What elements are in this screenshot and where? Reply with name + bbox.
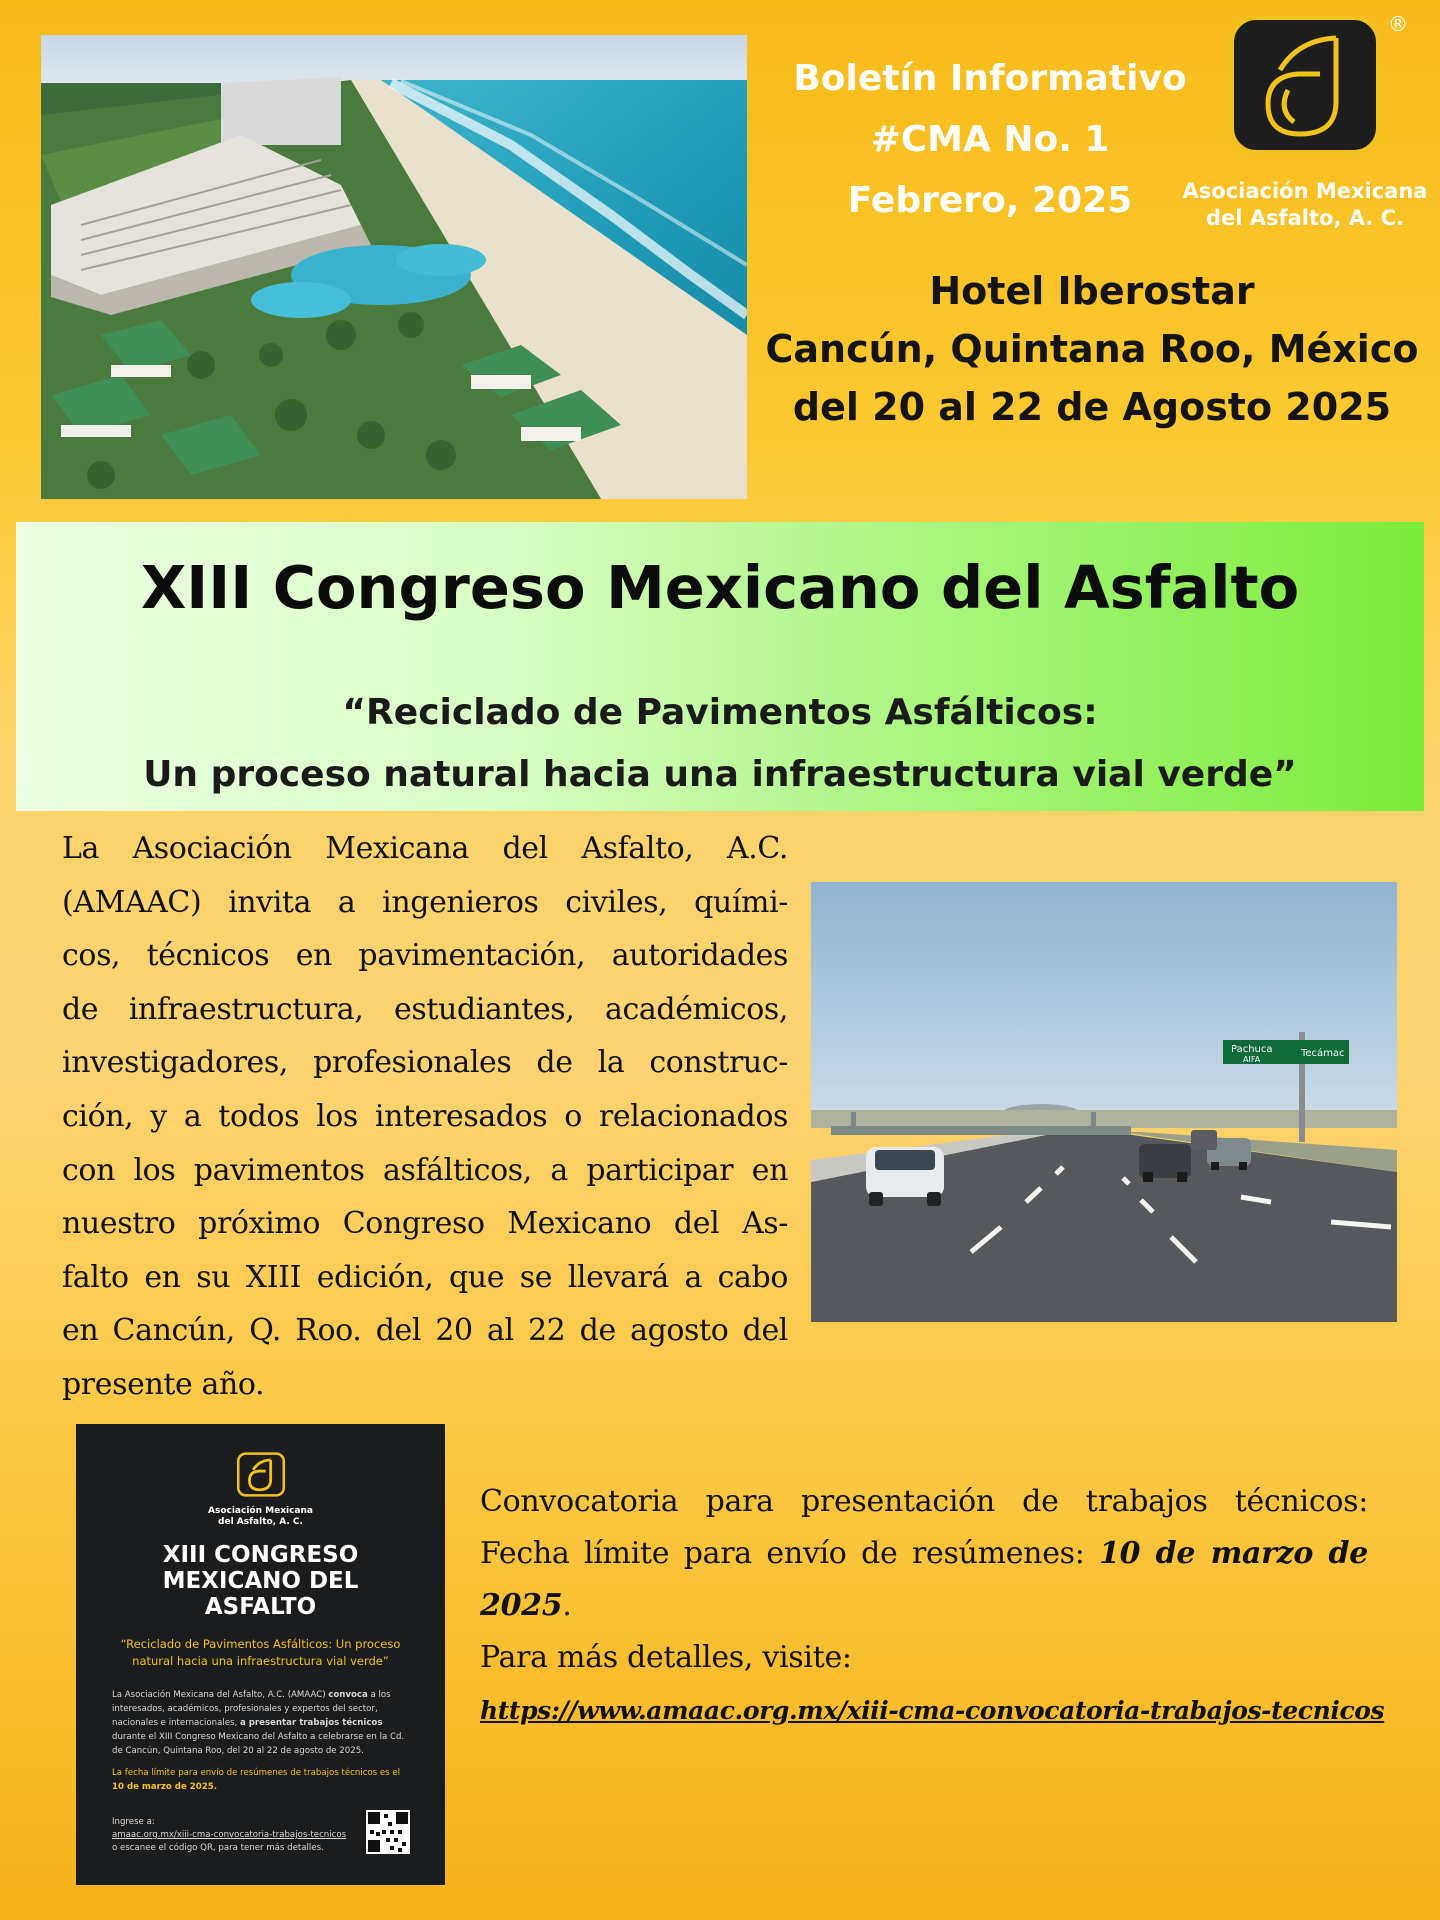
cfp-deadline-date: 10 de marzo de bbox=[1099, 1536, 1369, 1571]
intro-line: nuestro próximo Congreso Mexicano del As- bbox=[62, 1206, 788, 1242]
congress-theme bbox=[16, 682, 1424, 806]
venue-city: Cancún, Quintana Roo, México bbox=[765, 327, 1419, 371]
poster-title-line2: MEXICANO DEL bbox=[162, 1568, 359, 1594]
association-name-line1: Asociación Mexicana bbox=[1182, 179, 1428, 203]
call-for-papers bbox=[480, 1476, 1385, 1737]
poster-body-bold: convoca bbox=[328, 1690, 368, 1700]
registered-mark: ® bbox=[1388, 12, 1408, 36]
poster-title bbox=[76, 1542, 445, 1620]
association-name bbox=[1170, 178, 1440, 232]
bulletin-header bbox=[770, 48, 1210, 231]
resort-photo bbox=[41, 35, 747, 499]
highway-photo bbox=[811, 882, 1397, 1322]
poster-title-line3: ASFALTO bbox=[204, 1594, 317, 1620]
intro-line: falto en su XIII edición, que se llevará a cabo bbox=[62, 1259, 788, 1295]
intro-line: cos, técnicos en pavimentación, autoridades bbox=[62, 938, 788, 974]
poster-visit-label: Ingrese a: bbox=[112, 1817, 155, 1827]
venue-dates: del 20 al 22 de Agosto 2025 bbox=[792, 385, 1392, 429]
congress-theme-line2: Un proceso natural hacia una infraestructura vial verde” bbox=[143, 754, 1297, 795]
intro-line: con los pavimentos asfálticos, a participar en bbox=[62, 1152, 788, 1188]
poster-theme: “Reciclado de Pavimentos Asfálticos: Un proceso natural hacia una infraestructura vial verde” bbox=[120, 1637, 401, 1668]
poster-body-bold: a presentar trabajos técnicos bbox=[239, 1718, 383, 1728]
poster-body-text: durante el XIII Congreso Mexicano del Asfalto a celebrarse en la Cd. de Cancún, Quintana Roo, del 20 al 22 de agosto de 2025. bbox=[112, 1732, 405, 1756]
resort-illustration bbox=[41, 35, 747, 499]
call-poster bbox=[76, 1424, 445, 1885]
congress-theme-line1: “Reciclado de Pavimentos Asfálticos: bbox=[342, 692, 1098, 733]
association-name-line2: del Asfalto, A. C. bbox=[1205, 206, 1405, 230]
poster-logo-icon bbox=[237, 1452, 285, 1497]
cfp-url-link[interactable]: https://www.amaac.org.mx/xiii-cma-convocatoria-trabajos-tecnicos bbox=[480, 1696, 1385, 1725]
poster-body bbox=[112, 1688, 412, 1758]
bulletin-number: #CMA No. 1 bbox=[870, 119, 1110, 160]
cfp-deadline-year bbox=[480, 1580, 1368, 1632]
highway-sign-left: Pachuca bbox=[1231, 1044, 1273, 1055]
intro-paragraph bbox=[62, 822, 788, 1412]
intro-line: (AMAAC) invita a ingenieros civiles, quími- bbox=[62, 884, 788, 920]
poster-body-text: a los interesados, académicos, profesionales y expertos del sector, nacionales e internacionales, bbox=[112, 1690, 391, 1728]
intro-line: en Cancún, Q. Roo. del 20 al 22 de agosto del bbox=[62, 1313, 788, 1349]
congress-banner bbox=[16, 522, 1424, 811]
poster-deadline-date: 10 de marzo de 2025. bbox=[112, 1782, 217, 1792]
bulletin-title: Boletín Informativo bbox=[793, 58, 1187, 99]
venue-block bbox=[752, 262, 1432, 436]
venue-hotel: Hotel Iberostar bbox=[929, 269, 1255, 313]
highway-sign-left-sub: AIFA bbox=[1243, 1055, 1261, 1064]
bulletin-date: Febrero, 2025 bbox=[847, 180, 1133, 221]
poster-org bbox=[76, 1506, 445, 1528]
intro-line: La Asociación Mexicana del Asfalto, A.C. bbox=[62, 831, 788, 866]
cfp-deadline-label: Fecha límite para envío de resúmenes: bbox=[480, 1536, 1100, 1571]
cfp-deadline-year-text: 2025 bbox=[480, 1588, 563, 1623]
poster-org-line1: Asociación Mexicana bbox=[208, 1506, 313, 1516]
cfp-deadline-period: . bbox=[562, 1588, 572, 1623]
cfp-visit-label: Para más detalles, visite: bbox=[480, 1640, 852, 1675]
intro-line: investigadores, profesionales de la construc- bbox=[62, 1045, 788, 1081]
poster-body-text: La Asociación Mexicana del Asfalto, A.C. (AMAAC) bbox=[112, 1690, 329, 1700]
poster-visit bbox=[112, 1816, 362, 1855]
cfp-deadline-line bbox=[480, 1528, 1368, 1580]
cfp-heading: Convocatoria para presentación de trabajos técnicos: bbox=[480, 1484, 1368, 1519]
highway-illustration bbox=[811, 882, 1397, 1322]
congress-title: XIII Congreso Mexicano del Asfalto bbox=[140, 553, 1300, 622]
poster-deadline bbox=[112, 1766, 412, 1794]
poster-deadline-text: La fecha límite para envío de resúmenes de trabajos técnicos es el bbox=[112, 1768, 401, 1778]
highway-sign-right: Tecámac bbox=[1301, 1048, 1345, 1059]
amaac-logo bbox=[1228, 14, 1382, 156]
poster-title-line1: XIII CONGRESO bbox=[162, 1542, 359, 1568]
drop-logo-icon bbox=[1228, 14, 1382, 156]
poster-url: amaac.org.mx/xiii-cma-convocatoria-trabajos-tecnicos bbox=[112, 1830, 347, 1840]
intro-line: presente año. bbox=[62, 1366, 265, 1402]
intro-line: de infraestructura, estudiantes, académicos, bbox=[62, 991, 788, 1027]
qr-code-icon bbox=[366, 1810, 410, 1854]
poster-qr-text: o escanee el código QR, para tener más detalles. bbox=[112, 1843, 324, 1853]
intro-line: ción, y a todos los interesados o relacionados bbox=[62, 1098, 788, 1134]
poster-org-line2: del Asfalto, A. C. bbox=[218, 1517, 303, 1527]
